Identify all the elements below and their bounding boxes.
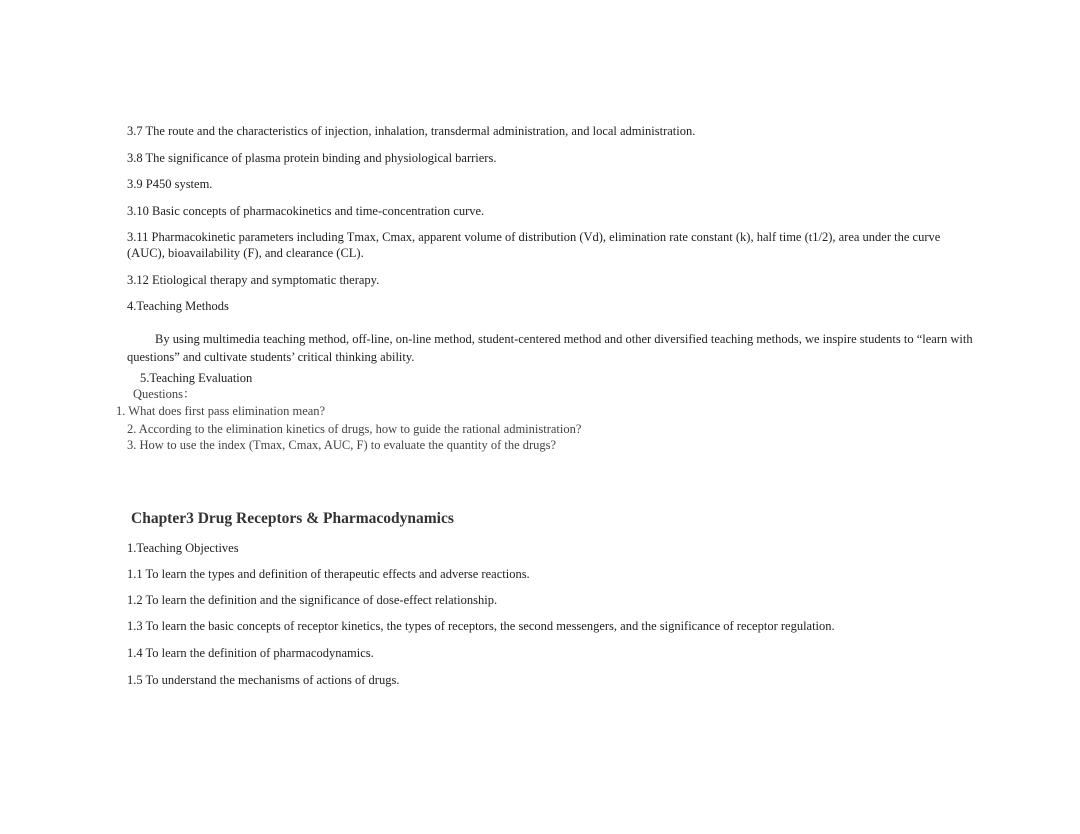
teaching-methods-heading: 4.Teaching Methods bbox=[127, 299, 229, 313]
item-3-12: 3.12 Etiological therapy and symptomatic therapy. bbox=[127, 273, 380, 287]
objective-1-2: 1.2 To learn the definition and the significance of dose-effect relationship. bbox=[127, 593, 498, 607]
objectives-heading: 1.Teaching Objectives bbox=[127, 541, 239, 555]
teaching-methods-paragraph: By using multimedia teaching method, off-line, on-line method, student-centered method and other diversified teaching methods, we inspire students to “learn with questions” and cultivate students’ critical thinking ability. bbox=[127, 332, 973, 364]
objective-1-1: 1.1 To learn the types and definition of therapeutic effects and adverse reactions. bbox=[127, 567, 530, 581]
question-3: 3. How to use the index (Tmax, Cmax, AUC, F) to evaluate the quantity of the drugs? bbox=[127, 438, 557, 452]
item-3-9: 3.9 P450 system. bbox=[127, 177, 213, 191]
objective-1-4: 1.4 To learn the definition of pharmacodynamics. bbox=[127, 646, 374, 660]
chapter-title: Chapter3 Drug Receptors & Pharmacodynamics bbox=[131, 510, 454, 527]
question-1: 1. What does first pass elimination mean? bbox=[116, 404, 326, 418]
item-3-10: 3.10 Basic concepts of pharmacokinetics and time-concentration curve. bbox=[127, 204, 485, 218]
objective-1-3: 1.3 To learn the basic concepts of receptor kinetics, the types of receptors, the second messengers, and the significance of receptor regulation. bbox=[127, 619, 835, 633]
item-3-7: 3.7 The route and the characteristics of injection, inhalation, transdermal administration, and local administration. bbox=[127, 124, 696, 138]
item-3-8: 3.8 The significance of plasma protein binding and physiological barriers. bbox=[127, 151, 497, 165]
objective-1-5: 1.5 To understand the mechanisms of actions of drugs. bbox=[127, 673, 400, 687]
questions-label: Questions： bbox=[133, 387, 196, 401]
teaching-evaluation-heading: 5.Teaching Evaluation bbox=[140, 371, 253, 385]
item-3-11: 3.11 Pharmacokinetic parameters including Tmax, Cmax, apparent volume of distribution (Vd), elimination rate constant (k), half time (t1/2), area under the curve (AUC), bioavailability (F), and clearance (CL). bbox=[127, 230, 941, 260]
question-2: 2. According to the elimination kinetics of drugs, how to guide the rational administration? bbox=[127, 422, 582, 436]
